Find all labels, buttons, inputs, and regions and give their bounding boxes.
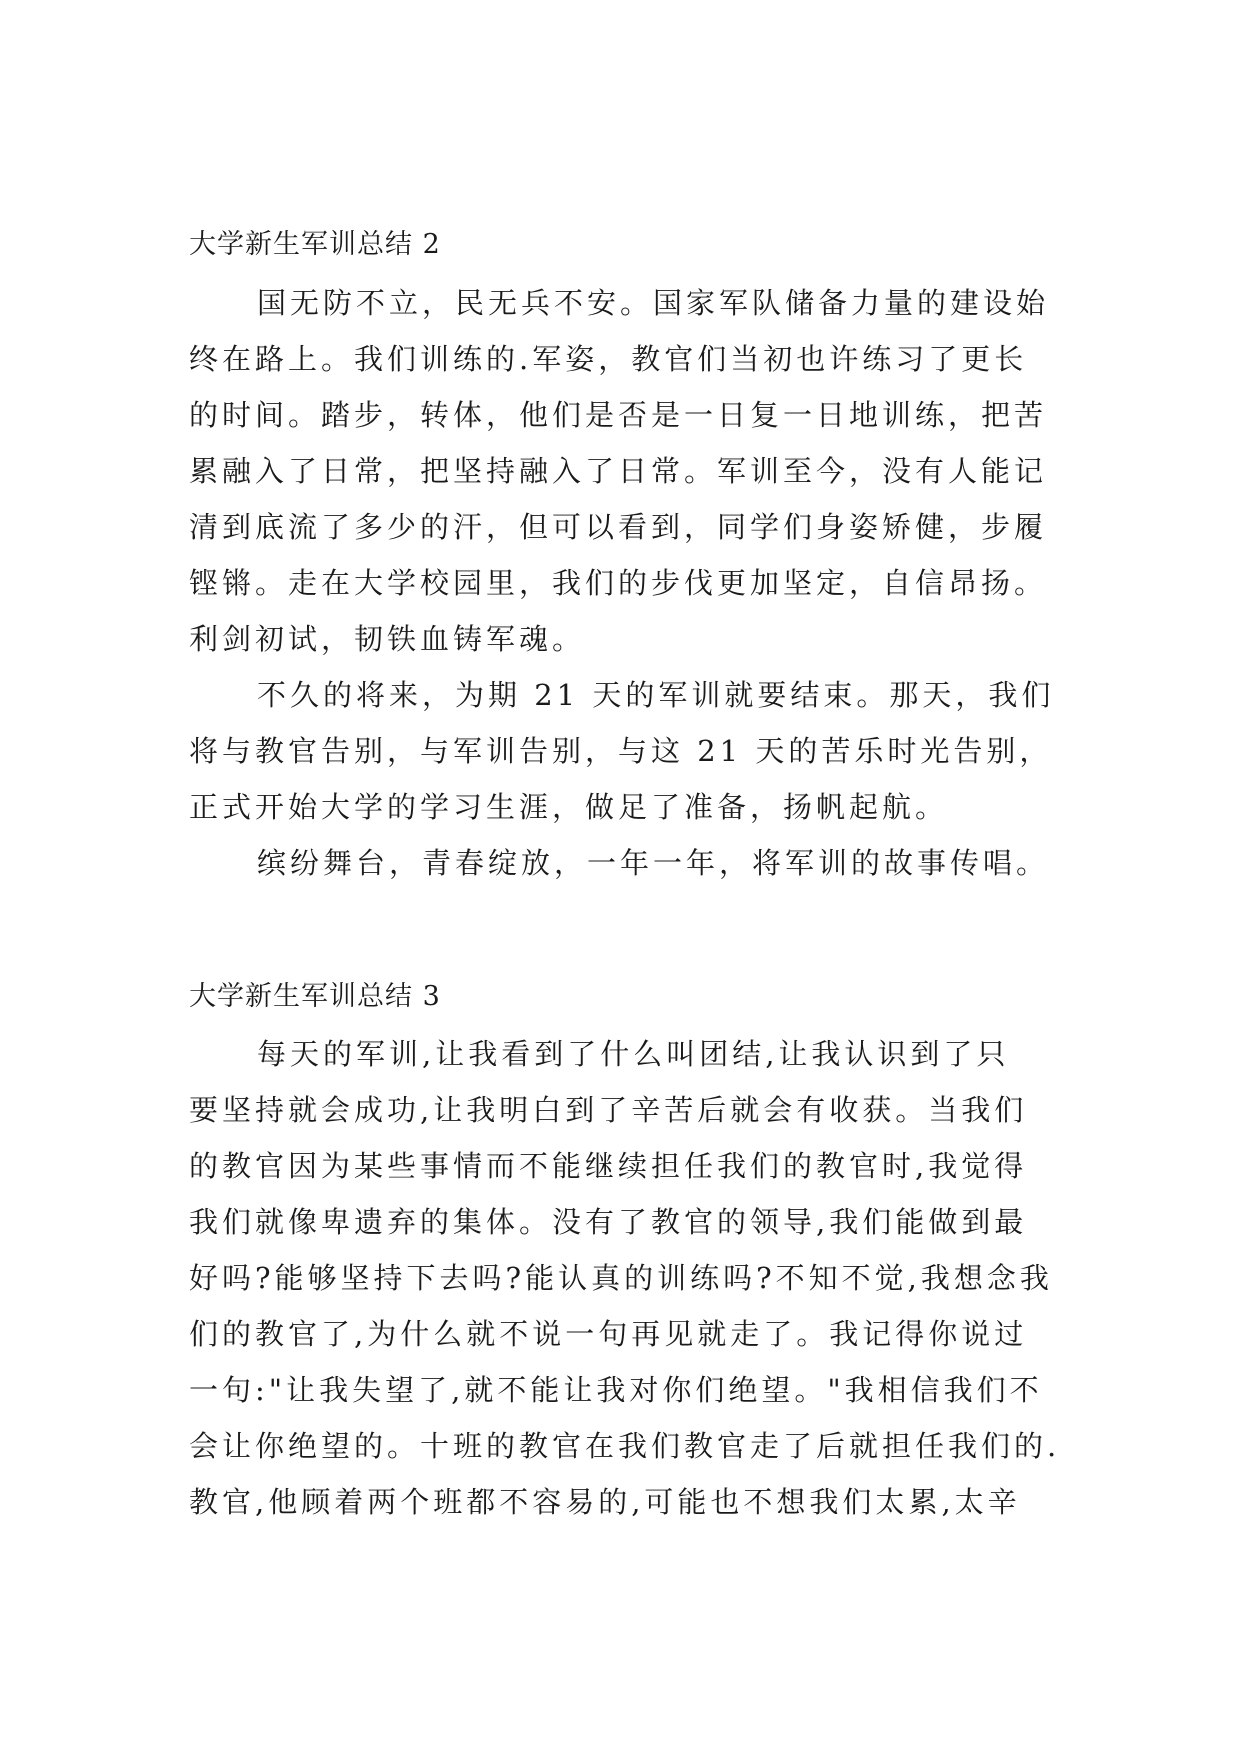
- s2-p1-line-5: 清到底流了多少的汗，但可以看到，同学们身姿矫健，步履: [189, 510, 1048, 544]
- s3-p1-line-8: 会让你绝望的。十班的教官在我们教官走了后就担任我们的.: [189, 1429, 1061, 1463]
- s3-p1-line-5: 好吗?能够坚持下去吗?能认真的训练吗?不知不觉,我想念我: [189, 1261, 1053, 1295]
- s2-p3-line-1: 缤纷舞台，青春绽放，一年一年，将军训的故事传唱。: [257, 846, 1050, 880]
- s3-p1-line-4: 我们就像卑遗弃的集体。没有了教官的领导,我们能做到最: [189, 1205, 1028, 1239]
- s2-p1-line-7: 利剑初试，韧铁血铸军魂。: [189, 622, 586, 656]
- s2-p2-line-1: 不久的将来，为期 21 天的军训就要结束。那天，我们: [257, 678, 1055, 712]
- s3-p1-line-9: 教官,他顾着两个班都不容易的,可能也不想我们太累,太辛: [189, 1485, 1021, 1519]
- s2-p2-line-3: 正式开始大学的学习生涯，做足了准备，扬帆起航。: [189, 790, 949, 824]
- s2-p1-line-4: 累融入了日常，把坚持融入了日常。军训至今，没有人能记: [189, 454, 1048, 488]
- s2-p1-line-6: 铿锵。走在大学校园里，我们的步伐更加坚定，自信昂扬。: [189, 566, 1048, 600]
- s2-p1-line-2: 终在路上。我们训练的.军姿，教官们当初也许练习了更长: [189, 342, 1028, 376]
- section-3-title: 大学新生军训总结 3: [189, 981, 441, 1012]
- s3-p1-line-2: 要坚持就会成功,让我明白到了辛苦后就会有收获。当我们: [189, 1093, 1028, 1127]
- s3-p1-line-7: 一句:"让我失望了,就不能让我对你们绝望。"我相信我们不: [189, 1373, 1043, 1407]
- s3-p1-line-6: 们的教官了,为什么就不说一句再见就走了。我记得你说过: [189, 1317, 1028, 1351]
- s3-p1-line-3: 的教官因为某些事情而不能继续担任我们的教官时,我觉得: [189, 1149, 1028, 1183]
- s2-p1-line-1: 国无防不立，民无兵不安。国家军队储备力量的建设始: [257, 286, 1050, 320]
- s2-p1-line-3: 的时间。踏步，转体，他们是否是一日复一日地训练，把苦: [189, 398, 1048, 432]
- section-2-title: 大学新生军训总结 2: [189, 229, 441, 260]
- s3-p1-line-1: 每天的军训,让我看到了什么叫团结,让我认识到了只: [257, 1037, 1010, 1071]
- s2-p2-line-2: 将与教官告别，与军训告别，与这 21 天的苦乐时光告别，: [189, 734, 1053, 768]
